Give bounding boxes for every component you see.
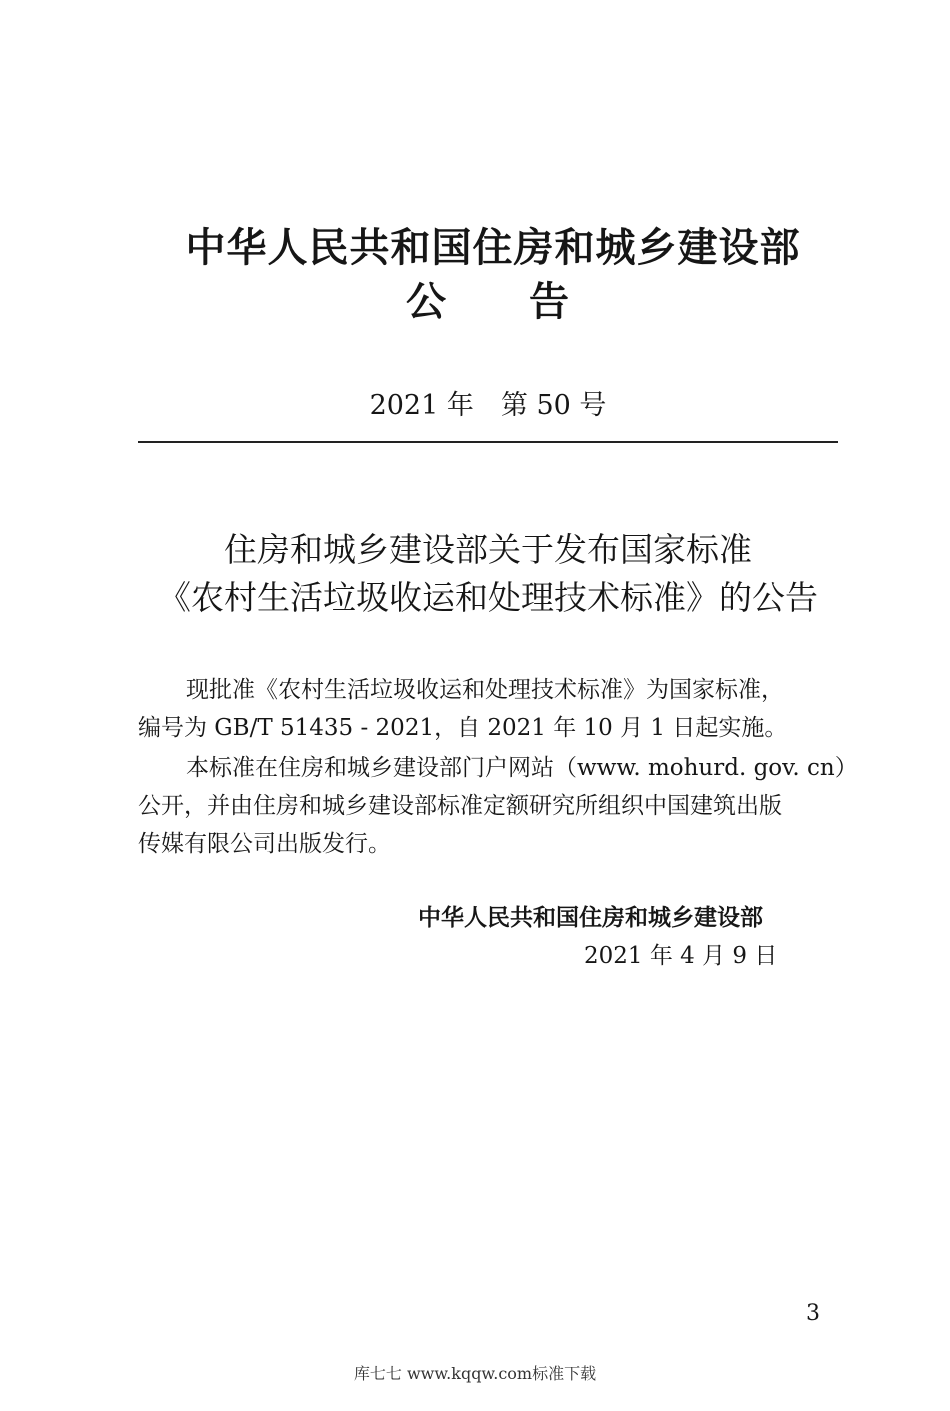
signature-date: 2021 年 4 月 9 日 [584, 943, 778, 969]
document-number: 2021 年 第 50 号 [369, 390, 607, 421]
paragraph-1-line-1: 现批准《农村生活垃圾收运和处理技术标准》为国家标准， [186, 677, 784, 703]
page-number: 3 [806, 1301, 820, 1326]
paragraph-2-line-1: 本标准在住房和城乡建设部门户网站（www. mohurd. gov. cn） [186, 755, 858, 781]
paragraph-1-line-2: 编号为 GB/T 51435 - 2021，自 2021 年 10 月 1 日起实施。 [138, 715, 788, 741]
paragraph-2-line-3: 传媒有限公司出版发行。 [138, 831, 391, 857]
announcement-heading: 公 告 [406, 279, 570, 325]
paragraph-2-line-2: 公开，并由住房和城乡建设部标准定额研究所组织中国建筑出版 [138, 793, 782, 819]
announcement-title-line-2: 《农村生活垃圾收运和处理技术标准》的公告 [158, 578, 818, 617]
footer-watermark-text: 库七七 www.kqqw.com标准下载 [353, 1364, 597, 1383]
divider-rule [138, 441, 838, 443]
ministry-heading: 中华人民共和国住房和城乡建设部 [185, 225, 801, 271]
announcement-title-line-1: 住房和城乡建设部关于发布国家标准 [224, 530, 752, 569]
signature-organization: 中华人民共和国住房和城乡建设部 [418, 905, 763, 931]
